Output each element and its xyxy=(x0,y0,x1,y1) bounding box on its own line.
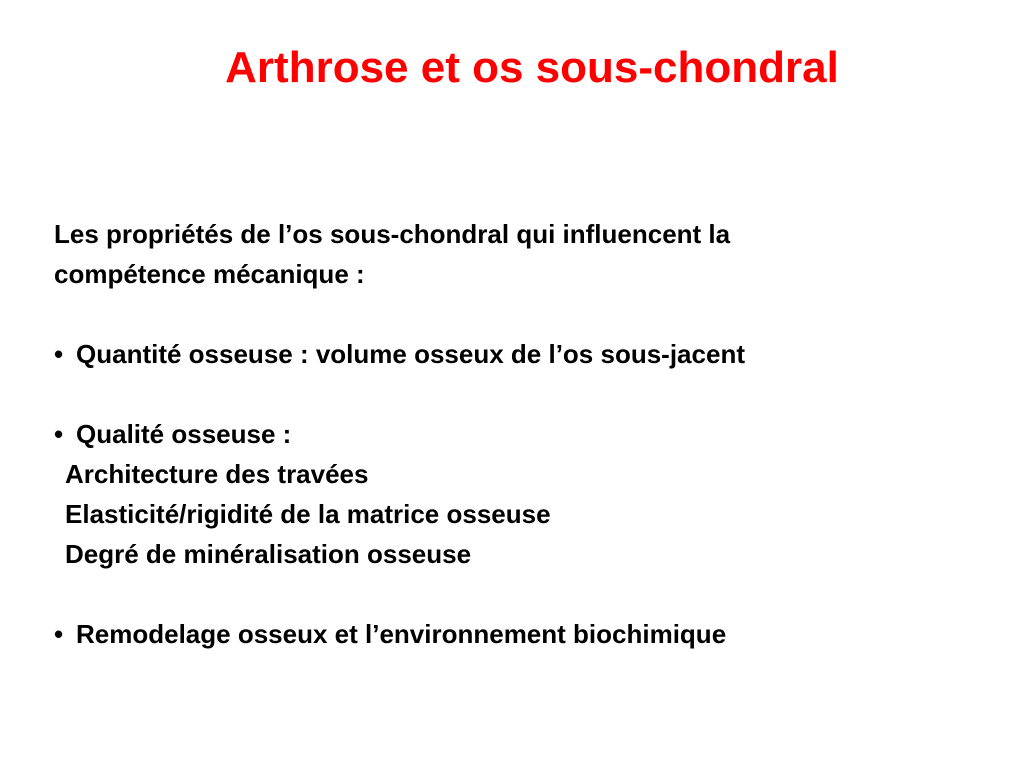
bullet-icon: • xyxy=(54,339,64,369)
sub-item-mineralisation: Degré de minéralisation osseuse xyxy=(65,539,472,569)
spacer xyxy=(54,574,1014,614)
bullet-text: Qualité osseuse : xyxy=(76,419,292,449)
slide-title: Arthrose et os sous-chondral xyxy=(225,43,839,92)
bullet-item-remodelage xyxy=(54,614,1014,654)
bullet-text: Quantité osseuse : volume osseux de l’os sous-jacent xyxy=(76,339,745,369)
bullet-item-quantite xyxy=(54,334,1014,374)
bullet-icon: • xyxy=(54,419,64,449)
slide-body xyxy=(54,214,1014,654)
spacer xyxy=(54,294,1014,334)
bullet-item-qualite xyxy=(54,414,1014,454)
intro-line-1: Les propriétés de l’os sous-chondral qui influencent la xyxy=(54,219,731,249)
intro-line-2: compétence mécanique : xyxy=(54,259,365,289)
sub-item-architecture: Architecture des travées xyxy=(65,459,369,489)
spacer xyxy=(54,374,1014,414)
sub-item-elasticite: Elasticité/rigidité de la matrice osseuse xyxy=(65,499,551,529)
bullet-icon: • xyxy=(54,619,64,649)
bullet-text: Remodelage osseux et l’environnement biochimique xyxy=(76,619,727,649)
